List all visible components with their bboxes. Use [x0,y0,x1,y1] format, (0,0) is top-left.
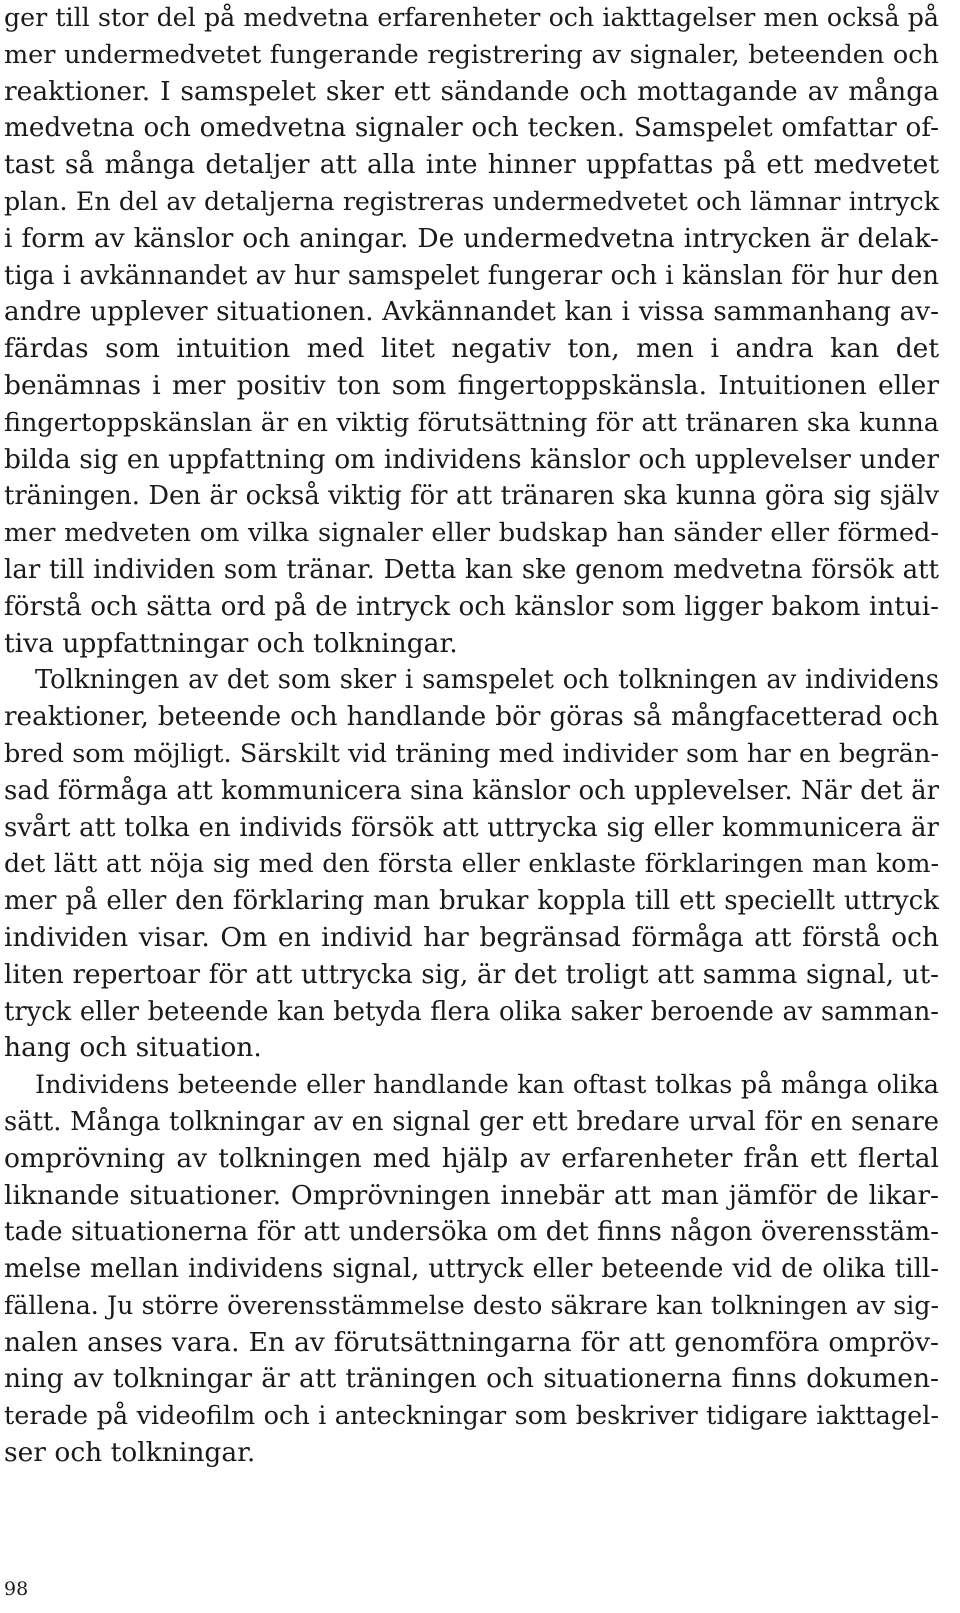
text-line: tast så många detaljer att alla inte hinner uppfattas på ett medvetet [4,149,939,181]
text-line: Tolkningen av det som sker i samspelet och tolkningen av individens [35,665,939,696]
text-line: sätt. Många tolkningar av en signal ger ett bredare urval för en senare [4,1106,939,1137]
text-line: bred som möjligt. Särskilt vid träning med individer som har en begrän- [4,738,939,769]
body-text [4,0,939,1472]
text-line: reaktioner, beteende och handlande bör göras så mångfacetterad och [4,702,939,733]
paragraph [4,662,939,1067]
text-line: ning av tolkningar är att träningen och situationerna finns dokumen- [4,1363,939,1395]
text-line: medvetna och omedvetna signaler och tecken. Samspelet omfattar of- [4,113,939,144]
text-line: lar till individen som tränar. Detta kan ske genom medvetna försök att [4,554,939,585]
text-line: liknande situationer. Omprövningen innebär att man jämför de likar- [4,1179,939,1211]
text-line: tiva uppfattningar och tolkningar. [4,627,458,659]
text-line: det lätt att nöja sig med den första eller enklaste förklaringen man kom- [4,849,939,879]
text-line: andre upplever situationen. Avkännandet kan i vissa sammanhang av- [4,297,939,328]
text-line: mer undermedvetet fungerande registrering av signaler, beteenden och [4,39,939,70]
text-line: tade situationerna för att undersöka om det finns någon överensstäm- [4,1217,939,1248]
text-line: Individens beteende eller handlande kan oftast tolkas på många olika [35,1070,939,1101]
text-line: bilda sig en uppfattning om individens känslor och upplevelser under [4,443,939,475]
text-line: tryck eller beteende kan betyda flera olika saker beroende av samman- [4,996,939,1027]
text-line: träningen. Den är också viktig för att tränaren ska kunna göra sig själv [4,481,939,512]
text-line: ger till stor del på medvetna erfarenheter och iakttagelser men också på [4,3,939,32]
text-line: omprövning av tolkningen med hjälp av erfarenheter från ett flertal [4,1142,939,1174]
paragraph [4,1067,939,1472]
text-line: färdas som intuition med litet negativ ton, men i andra kan det [4,333,939,365]
text-line: svårt att tolka en individs försök att uttrycka sig eller kommunicera är [4,812,939,843]
text-line: liten repertoar för att uttrycka sig, är det troligt att samma signal, ut- [4,959,939,990]
text-line: fällena. Ju större överensstämmelse desto säkrare kan tolkningen av sig- [4,1290,939,1320]
text-line: individen visar. Om en individ har begränsad förmåga att förstå och [4,921,939,953]
text-line: i form av känslor och aningar. De undermedvetna intrycken är delak- [4,222,939,254]
paragraph [4,0,939,662]
text-line: mer på eller den förklaring man brukar koppla till ett speciellt uttryck [4,886,939,917]
text-line: reaktioner. I samspelet sker ett sändande och mottagande av många [4,75,939,107]
text-line: ser och tolkningar. [4,1437,256,1469]
text-line: hang och situation. [4,1032,262,1064]
text-line: fingertoppskänslan är en viktig förutsättning för att tränaren ska kunna [4,407,939,438]
text-line: terade på videofilm och i anteckningar som beskriver tidigare iakttagel- [4,1401,939,1432]
text-line: melse mellan individens signal, uttryck eller beteende vid de olika till- [4,1254,939,1285]
text-line: sad förmåga att kommunicera sina känslor och upplevelser. När det är [4,775,939,806]
text-line: plan. En del av detaljerna registreras undermedvetet och lämnar intryck [4,186,939,216]
text-line: nalen anses vara. En av förutsättningarna för att genomföra ompröv- [4,1326,939,1358]
text-line: tiga i avkännandet av hur samspelet fungerar och i känslan för hur den [4,260,939,291]
text-line: benämnas i mer positiv ton som fingertoppskänsla. Intuitionen eller [4,369,939,401]
text-line: förstå och sätta ord på de intryck och känslor som ligger bakom intui- [4,591,939,622]
text-line: mer medveten om vilka signaler eller budskap han sänder eller förmed- [4,518,939,549]
page-number: 98 [4,1578,29,1600]
